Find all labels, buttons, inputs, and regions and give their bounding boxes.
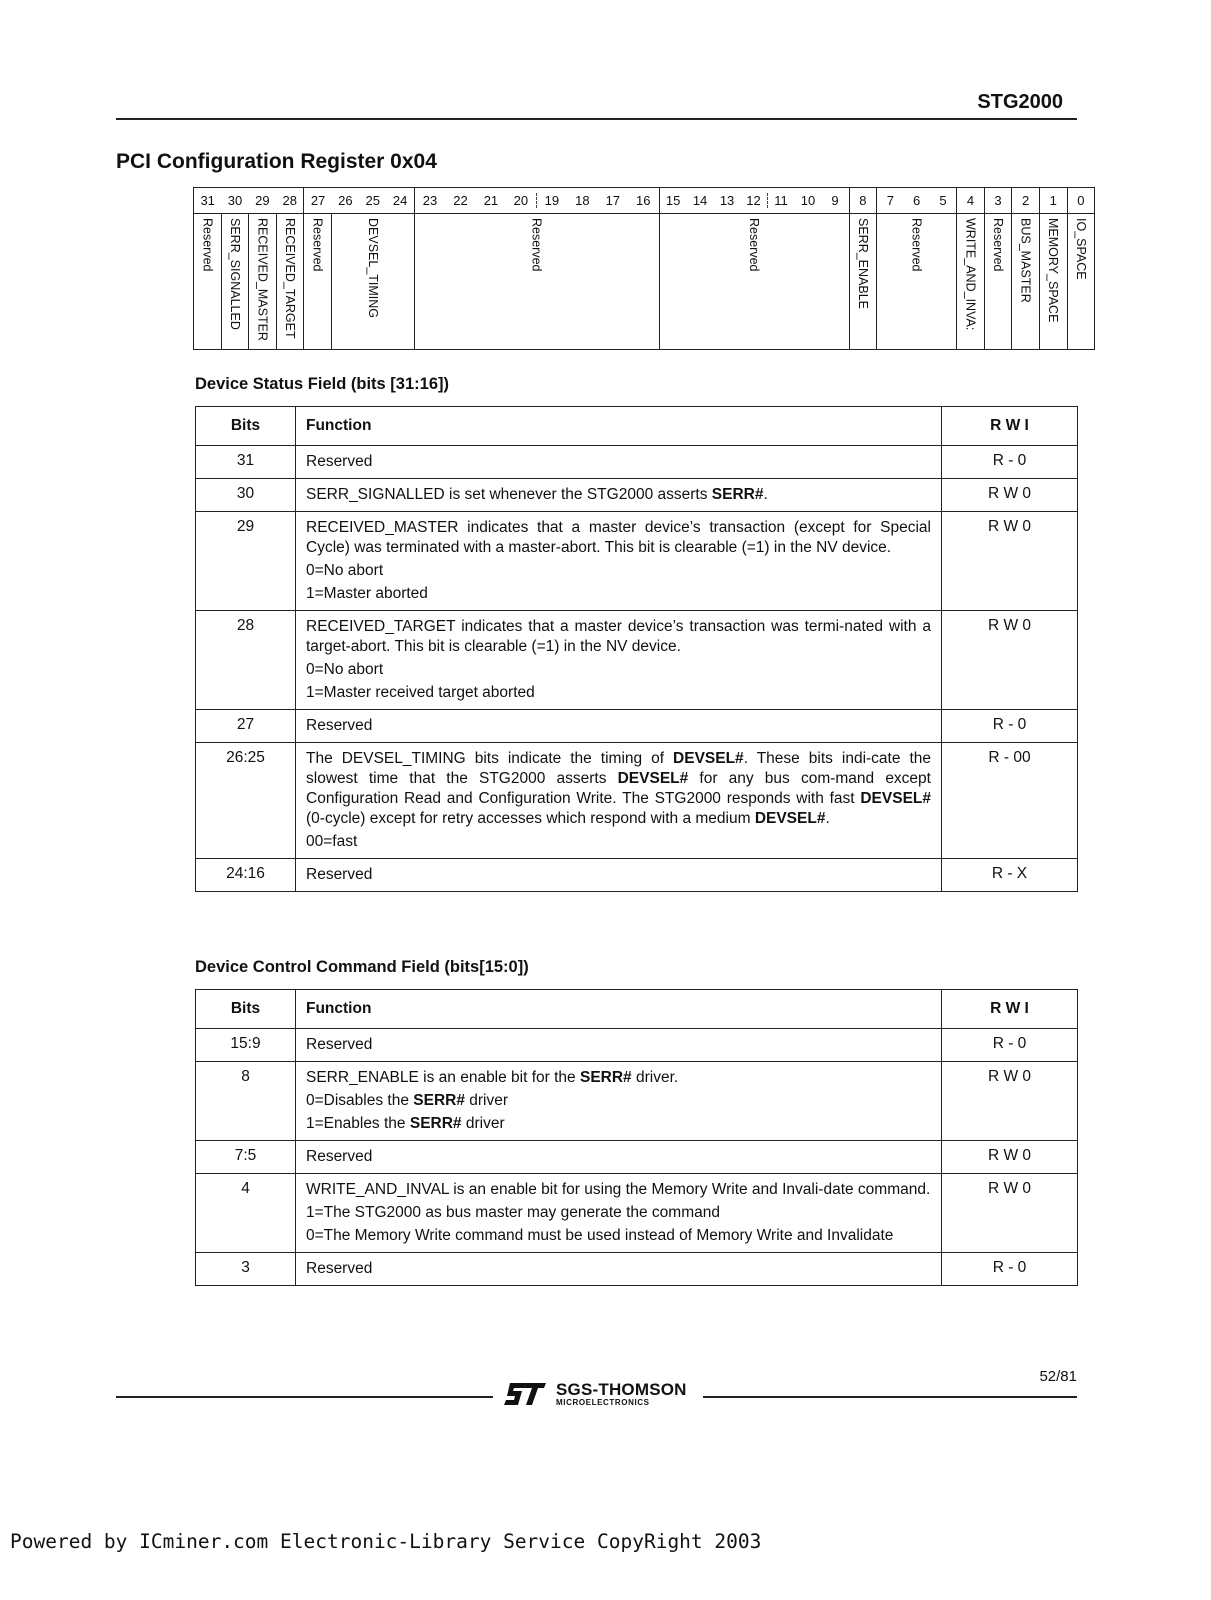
page-number: 52/81 [1039, 1368, 1077, 1385]
field-label: IO_SPACE [1073, 218, 1088, 280]
table-row [196, 859, 1078, 892]
bit-number: 16 [636, 193, 651, 208]
bit-number: 15 [665, 193, 681, 208]
register-diagram [193, 187, 1088, 350]
bit-group-1 [1039, 188, 1067, 214]
field-label: Reserved [529, 218, 544, 272]
field-cell [331, 214, 414, 350]
field-cell [849, 214, 877, 350]
table-row [196, 611, 1078, 710]
field-label: SERR_SIGNALLED [227, 218, 242, 330]
table-header-row [196, 407, 1078, 446]
bit-number: 12 [741, 193, 768, 208]
function-line: 0=Disables the SERR# driver [306, 1092, 509, 1109]
command-rows [196, 1029, 1078, 1286]
bit-group-0 [1067, 188, 1095, 214]
bit-number: 13 [719, 193, 735, 208]
function-line: Reserved [306, 453, 373, 470]
row-bits: 30 [196, 479, 296, 512]
field-label: RECEIVED_TARGET [283, 218, 298, 339]
bit-number-row [194, 188, 1095, 214]
logo-subtitle: MICROELECTRONICS [556, 1398, 650, 1407]
row-function [296, 611, 942, 710]
table-row [196, 1141, 1078, 1174]
field-cell [1039, 214, 1067, 350]
field-cell [1012, 214, 1040, 350]
bit-number: 22 [453, 193, 468, 208]
row-bits: 29 [196, 512, 296, 611]
field-label: Reserved [200, 218, 215, 272]
field-label: MEMORY_SPACE [1046, 218, 1061, 323]
bit-number: 24 [392, 193, 408, 208]
table-row [196, 512, 1078, 611]
bit-number: 9 [831, 193, 839, 208]
row-function [296, 743, 942, 859]
field-label: Reserved [747, 218, 762, 272]
bit-group-3 [984, 188, 1012, 214]
row-bits: 27 [196, 710, 296, 743]
register-bit-table [193, 187, 1095, 350]
field-label: Reserved [991, 218, 1006, 272]
logo-name: SGS-THOMSON [556, 1380, 687, 1399]
bit-number: 6 [913, 193, 921, 208]
row-bits: 7:5 [196, 1141, 296, 1174]
row-bits: 28 [196, 611, 296, 710]
row-function [296, 1062, 942, 1141]
row-rwi: R W 0 [942, 512, 1078, 611]
bit-group-31-28 [194, 188, 304, 214]
row-bits: 3 [196, 1253, 296, 1286]
bit-number: 28 [282, 193, 297, 208]
function-line: Reserved [306, 1036, 373, 1053]
field-cell [276, 214, 304, 350]
function-line: SERR_SIGNALLED is set whenever the STG2000 asserts SERR#. [306, 486, 768, 503]
row-rwi: R - 0 [942, 446, 1078, 479]
bit-number: 31 [200, 193, 215, 208]
bit-number: 3 [994, 193, 1002, 208]
document-header-title: STG2000 [977, 91, 1063, 113]
command-field-heading: Device Control Command Field (bits[15:0]) [195, 958, 529, 976]
st-logo-icon [504, 1381, 546, 1407]
bit-group-7-5 [877, 188, 957, 214]
function-line: 1=Enables the SERR# driver [306, 1115, 505, 1132]
field-label: DEVSEL_TIMING [365, 218, 380, 319]
field-cell [659, 214, 849, 350]
bit-number: 17 [605, 193, 621, 208]
table-row [196, 446, 1078, 479]
field-label: Reserved [909, 218, 924, 272]
field-cell [877, 214, 957, 350]
status-field-table [195, 406, 1078, 892]
bit-number: 14 [692, 193, 708, 208]
field-cell [1067, 214, 1095, 350]
field-cell [249, 214, 277, 350]
function-line: WRITE_AND_INVAL is an enable bit for using the Memory Write and Invali-date command. [306, 1181, 931, 1198]
table-row [196, 1174, 1078, 1253]
status-field-heading: Device Status Field (bits [31:16]) [195, 375, 449, 393]
row-bits: 8 [196, 1062, 296, 1141]
bit-number: 23 [422, 193, 438, 208]
table-row [196, 743, 1078, 859]
section-title: PCI Configuration Register 0x04 [116, 150, 437, 173]
row-bits: 4 [196, 1174, 296, 1253]
row-rwi: R W 0 [942, 611, 1078, 710]
bit-number: 26 [338, 193, 353, 208]
table-row [196, 1062, 1078, 1141]
function-line: 0=The Memory Write command must be used instead of Memory Write and Invalidate [306, 1227, 894, 1244]
field-label: WRITE_AND_INVA: [963, 218, 978, 331]
function-line: 1=Master received target aborted [306, 684, 535, 701]
function-line: The DEVSEL_TIMING bits indicate the timing of DEVSEL#. These bits indi-cate the slowest time that the STG2000 asserts DEVSEL# for any bus com-mand except Configuration Read and Configuration Write. The STG2000 responds with fast DEVSEL# (0-cycle) except for retry accesses which respond with a medium DEVSEL#. [306, 750, 932, 827]
row-rwi: R - 00 [942, 743, 1078, 859]
bit-number: 5 [939, 193, 947, 208]
function-line: Reserved [306, 866, 373, 883]
function-line: RECEIVED_MASTER indicates that a master device’s transaction (except for Special Cycle) was terminated with a master-abort. This bit is clearable (=1) in the NV device. [306, 519, 931, 556]
col-bits-header: Bits [196, 407, 296, 446]
field-cell [194, 214, 222, 350]
bit-number: 27 [310, 193, 326, 208]
row-function [296, 1141, 942, 1174]
command-field-table [195, 989, 1078, 1286]
row-rwi: R - 0 [942, 1253, 1078, 1286]
row-rwi: R - X [942, 859, 1078, 892]
row-rwi: R - 0 [942, 1029, 1078, 1062]
row-rwi: R W 0 [942, 1141, 1078, 1174]
function-line: Reserved [306, 1260, 373, 1277]
table-row [196, 1253, 1078, 1286]
footer-rule-left [116, 1396, 493, 1398]
function-line: RECEIVED_TARGET indicates that a master device’s transaction was termi-nated with a target-abort. This bit is clearable (=1) in the NV device. [306, 618, 931, 655]
function-line: Reserved [306, 1148, 373, 1165]
field-label: Reserved [310, 218, 325, 272]
function-line: SERR_ENABLE is an enable bit for the SERR# driver. [306, 1069, 679, 1086]
function-line: 00=fast [306, 833, 358, 850]
row-rwi: R W 0 [942, 1062, 1078, 1141]
row-function [296, 710, 942, 743]
bit-number: 18 [575, 193, 590, 208]
field-name-row [194, 214, 1095, 350]
col-rwi-header: R W I [942, 407, 1078, 446]
footer-rule-right [703, 1396, 1077, 1398]
function-line: 0=No abort [306, 661, 384, 678]
field-label: SERR_ENABLE [855, 218, 870, 310]
status-rows [196, 446, 1078, 892]
function-line: 0=No abort [306, 562, 384, 579]
bit-group-27-24 [304, 188, 414, 214]
bit-group-4 [957, 188, 985, 214]
bit-number: 29 [255, 193, 270, 208]
col-function-header: Function [296, 990, 942, 1029]
row-function [296, 859, 942, 892]
row-rwi: R - 0 [942, 710, 1078, 743]
powered-by-notice: Powered by ICminer.com Electronic-Library Service CopyRight 2003 [10, 1530, 762, 1553]
field-cell [414, 214, 659, 350]
bit-number: 4 [966, 193, 975, 208]
bit-number: 0 [1077, 193, 1085, 208]
function-line: Reserved [306, 717, 373, 734]
row-rwi: R W 0 [942, 479, 1078, 512]
bit-number: 8 [859, 193, 867, 208]
field-cell [984, 214, 1012, 350]
bit-number: 10 [800, 193, 816, 208]
bit-number: 7 [886, 193, 894, 208]
bit-group-8 [849, 188, 877, 214]
col-function-header: Function [296, 407, 942, 446]
field-label: RECEIVED_MASTER [255, 218, 270, 341]
table-row [196, 479, 1078, 512]
bit-number: 25 [365, 193, 380, 208]
bit-number: 19 [544, 193, 560, 208]
field-cell [304, 214, 332, 350]
row-rwi: R W 0 [942, 1174, 1078, 1253]
bit-group-23-16 [414, 188, 659, 214]
field-cell [957, 214, 985, 350]
row-bits: 15:9 [196, 1029, 296, 1062]
row-function [296, 446, 942, 479]
bit-number: 11 [774, 193, 788, 208]
bit-number: 21 [483, 193, 499, 208]
bit-number: 2 [1022, 193, 1030, 208]
table-row [196, 710, 1078, 743]
table-header-row [196, 990, 1078, 1029]
table-row [196, 1029, 1078, 1062]
function-line: 1=The STG2000 as bus master may generate the command [306, 1204, 720, 1221]
company-logo [504, 1380, 694, 1410]
row-bits: 31 [196, 446, 296, 479]
bit-number: 20 [506, 193, 536, 208]
row-function [296, 1029, 942, 1062]
bit-number: 30 [227, 193, 243, 208]
header-rule [116, 118, 1077, 120]
row-bits: 24:16 [196, 859, 296, 892]
field-cell [221, 214, 249, 350]
row-function [296, 1174, 942, 1253]
row-function [296, 1253, 942, 1286]
bit-number: 1 [1049, 193, 1057, 208]
col-rwi-header: R W I [942, 990, 1078, 1029]
row-bits: 26:25 [196, 743, 296, 859]
field-label: BUS_MASTER [1018, 218, 1033, 303]
function-line: 1=Master aborted [306, 585, 428, 602]
bit-group-15-9 [659, 188, 849, 214]
col-bits-header: Bits [196, 990, 296, 1029]
row-function [296, 479, 942, 512]
row-function [296, 512, 942, 611]
bit-group-2 [1012, 188, 1040, 214]
